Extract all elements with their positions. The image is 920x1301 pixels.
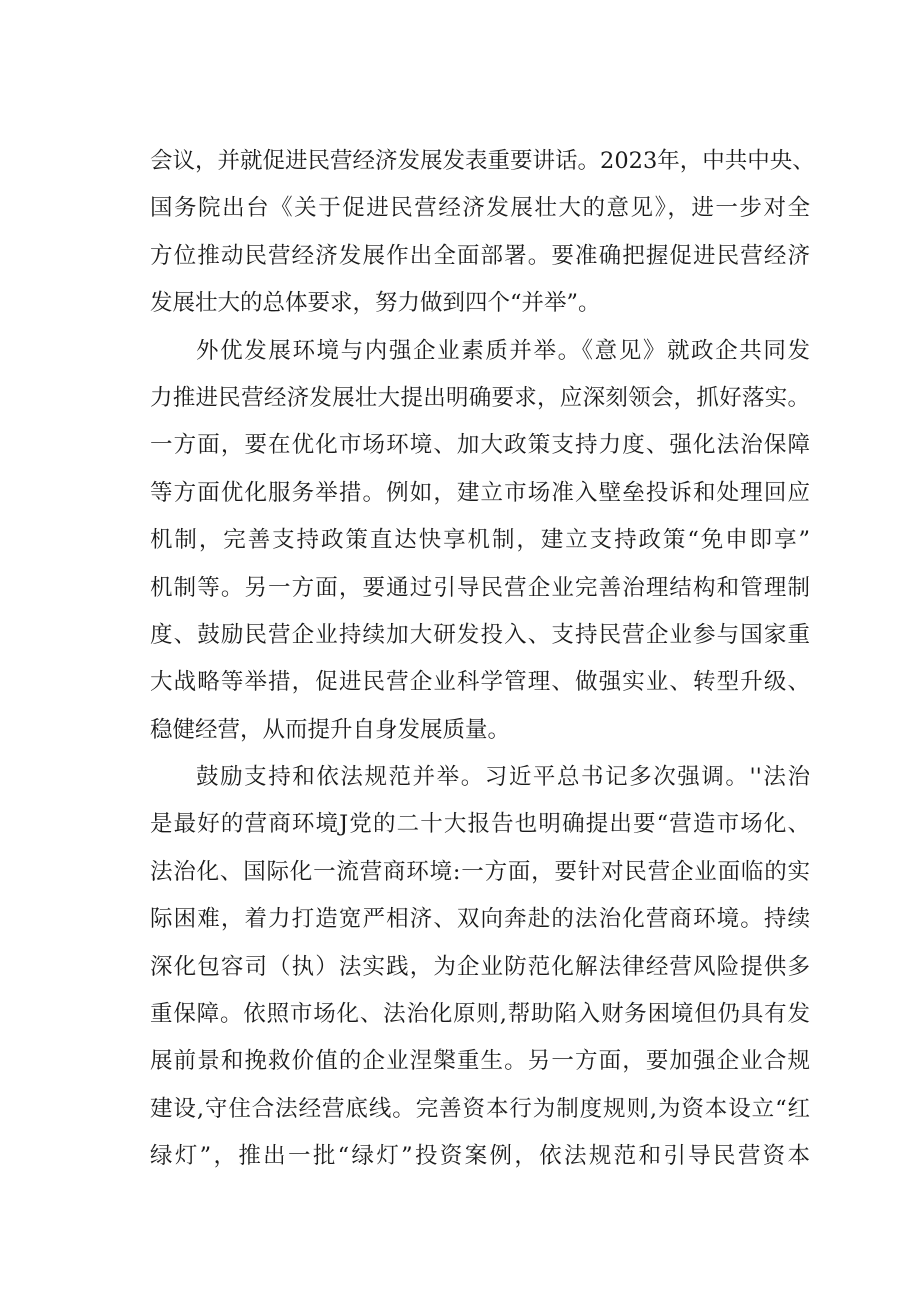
paragraph-2-line-7: 度、鼓励民营企业持续加大研发投入、支持民营企业参与国家重 — [150, 621, 810, 648]
paragraph-2-line-1: 外优发展环境与内强企业素质并举。《意见》就政企共同发 — [196, 337, 810, 364]
paragraph-3-line-8: 建设,守住合法经营底线。完善资本行为制度规则,为资本设立“红 — [150, 1095, 810, 1122]
body-text — [150, 138, 815, 1181]
paragraph-2-line-8: 大战略等举措，促进民营企业科学管理、做强实业、转型升级、 — [150, 669, 810, 696]
paragraph-3-line-5: 深化包容司（执）法实践，为企业防范化解法律经营风险提供多 — [150, 953, 810, 980]
paragraph-1-line-3: 方位推动民营经济发展作出全面部署。要准确把握促进民营经济 — [150, 242, 810, 269]
paragraph-2-line-2: 力推进民营经济发展壮大提出明确要求，应深刻领会，抓好落实。 — [150, 384, 810, 411]
paragraph-2-line-3: 一方面，要在优化市场环境、加大政策支持力度、强化法治保障 — [150, 432, 810, 459]
paragraph-3-line-1: 鼓励支持和依法规范并举。习近平总书记多次强调。''法治 — [196, 764, 810, 791]
paragraph-3-line-3: 法治化、国际化一流营商环境:一方面，要针对民营企业面临的实 — [150, 858, 810, 885]
paragraph-3-line-6: 重保障。依照市场化、法治化原则,帮助陷入财务困境但仍具有发 — [150, 1001, 810, 1028]
paragraph-3-line-2: 是最好的营商环境J党的二十大报告也明确提出要“营造市场化、 — [150, 811, 810, 838]
paragraph-2-line-4: 等方面优化服务举措。例如，建立市场准入壁垒投诉和处理回应 — [150, 479, 810, 506]
paragraph-3-line-7: 展前景和挽救价值的企业涅槃重生。另一方面，要加强企业合规 — [150, 1048, 810, 1075]
paragraph-1-line-1: 会议，并就促进民营经济发展发表重要讲话。2023年，中共中央、 — [150, 148, 815, 174]
paragraph-3-line-9: 绿灯”，推出一批“绿灯”投资案例，依法规范和引导民营资本 — [150, 1143, 810, 1170]
paragraph-1-line-2: 国务院出台《关于促进民营经济发展壮大的意见》，进一步对全 — [150, 195, 810, 222]
paragraph-2-line-5: 机制，完善支持政策直达快享机制，建立支持政策“免申即享” — [150, 527, 810, 554]
paragraph-3-line-4: 际困难，着力打造宽严相济、双向奔赴的法治化营商环境。持续 — [150, 906, 810, 933]
paragraph-1-line-4: 发展壮大的总体要求，努力做到四个“并举”。 — [150, 290, 601, 317]
paragraph-2-line-6: 机制等。另一方面，要通过引导民营企业完善治理结构和管理制 — [150, 574, 810, 601]
paragraph-2-line-9: 稳健经营，从而提升自身发展质量。 — [150, 716, 511, 743]
